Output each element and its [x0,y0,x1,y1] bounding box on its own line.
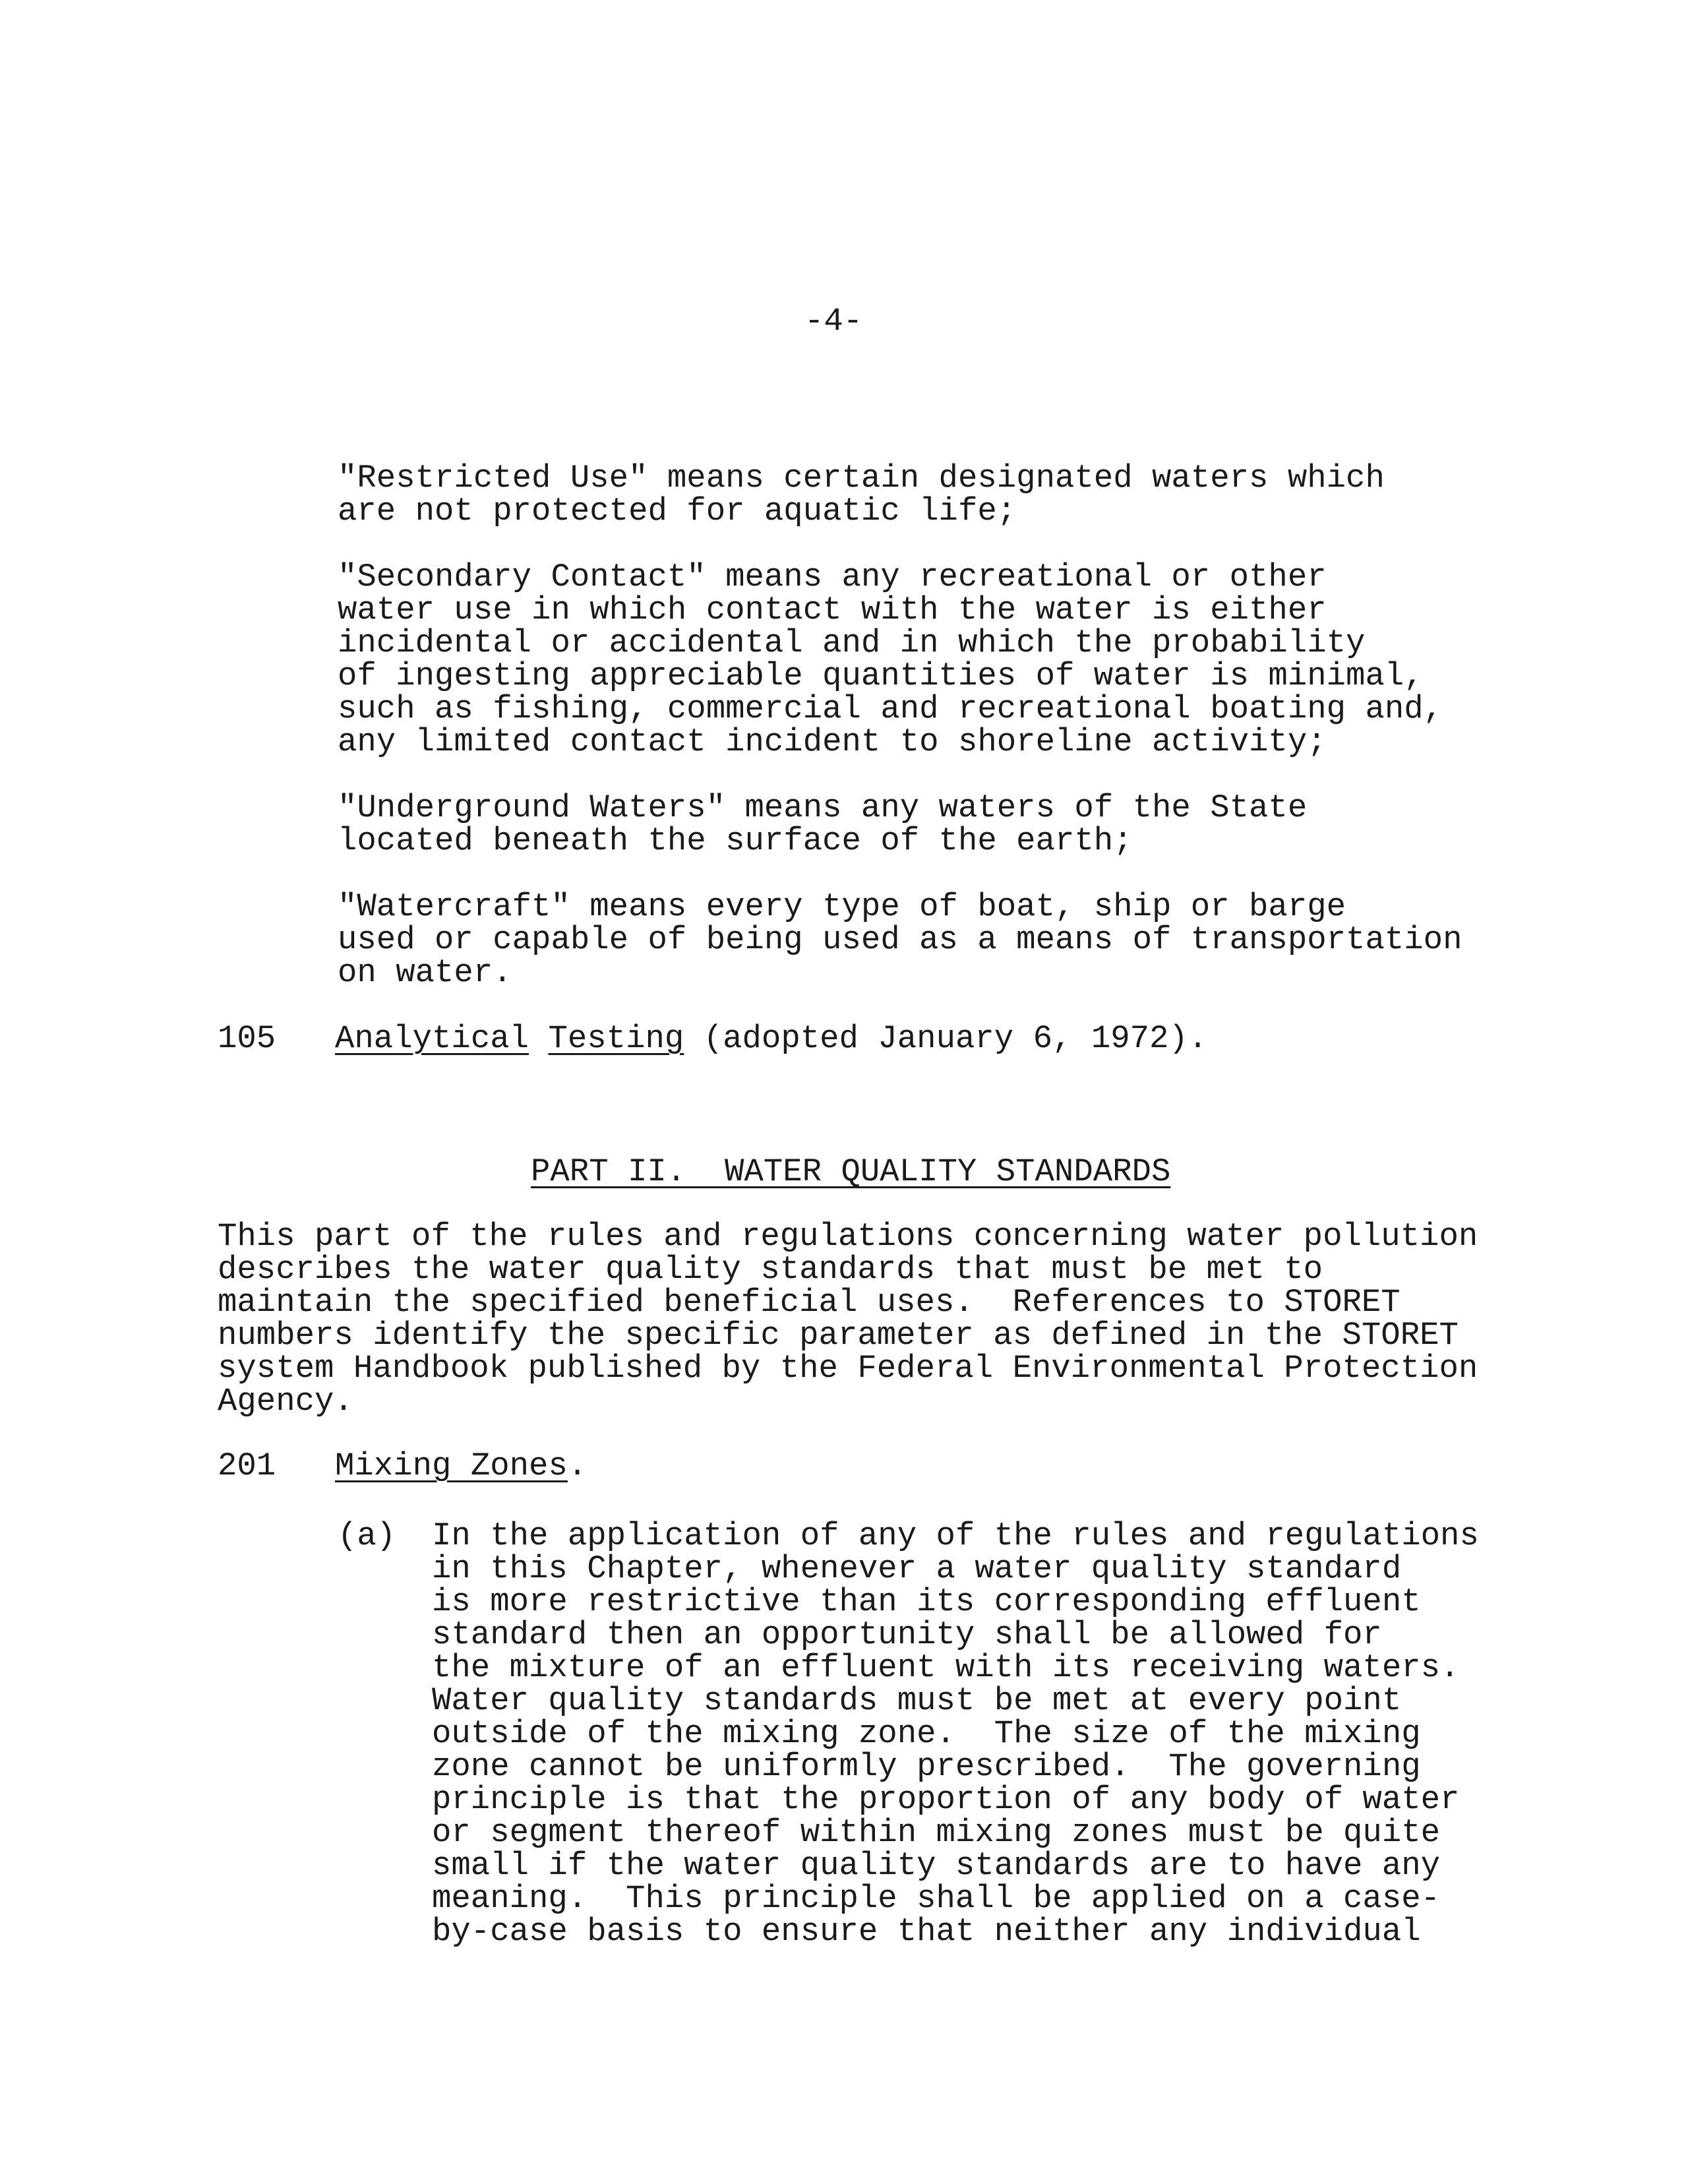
text-line: Water quality standards must be met at every point [432,1682,1402,1719]
section-105-heading [335,1022,1207,1055]
text-line: such as fishing, commercial and recreational boating and, [338,690,1443,727]
definition-watercraft [338,890,1564,989]
section-title-word: Testing [548,1020,684,1057]
text-line: are not protected for aquatic life; [338,493,1017,530]
text-line: water use in which contact with the water is either [338,592,1327,628]
text-line: located beneath the surface of the earth; [338,822,1133,859]
section-title-word: Analytical [335,1020,529,1057]
text-line: Agency. [218,1383,353,1420]
part-heading [531,1155,1170,1188]
text-line: meaning. This principle shall be applied on a case- [432,1880,1441,1917]
text-line: maintain the specified beneficial uses. References to STORET [218,1284,1401,1321]
text-line: "Restricted Use" means certain designated waters which [338,460,1385,497]
section-title: Mixing Zones [335,1447,568,1484]
section-number: 105 [218,1020,276,1057]
text-line: system Handbook published by the Federal Environmental Protection [218,1350,1478,1387]
text-line: used or capable of being used as a means of transportation [338,921,1462,958]
definition-secondary-contact [338,561,1564,758]
item-a-paragraph [432,1519,1672,1948]
text-line: on water. [338,954,512,991]
part-intro-paragraph [218,1220,1668,1418]
page-number: -4- [804,303,863,340]
text-line: of ingesting appreciable quantities of water is minimal, [338,657,1424,694]
text-line: describes the water quality standards that must be met to [218,1251,1323,1288]
text-line: is more restrictive than its corresponding effluent [432,1583,1421,1620]
text-line: outside of the mixing zone. The size of the mixing [432,1715,1421,1752]
text-line: incidental or accidental and in which the probability [338,624,1366,661]
text-line: small if the water quality standards are to have any [432,1847,1441,1884]
text-line: principle is that the proportion of any body of water [432,1781,1460,1818]
text-line: the mixture of an effluent with its receiving waters. [432,1649,1460,1686]
text-line: "Underground Waters" means any waters of the State [338,789,1308,826]
text-line: numbers identify the specific parameter as defined in the STORET [218,1317,1459,1354]
section-201-heading [335,1449,587,1482]
text-line: by-case basis to ensure that neither any individual [432,1913,1421,1950]
text-line: any limited contact incident to shoreline activity; [338,723,1327,760]
text-line: This part of the rules and regulations concerning water pollution [218,1218,1478,1255]
text-line: "Secondary Contact" means any recreational or other [338,559,1327,595]
part-heading-text: PART II. WATER QUALITY STANDARDS [531,1153,1171,1190]
text-line: "Watercraft" means every type of boat, ship or barge [338,888,1346,925]
definition-restricted-use [338,462,1564,528]
section-title-period: . [567,1447,588,1484]
definition-underground-waters [338,791,1564,857]
text-line: In the application of any of the rules and regulations [432,1517,1479,1554]
text-line: zone cannot be uniformly prescribed. The governing [432,1748,1421,1785]
item-label: (a) [338,1517,396,1554]
section-adoption-note: (adopted January 6, 1972). [703,1020,1208,1057]
text-line: standard then an opportunity shall be allowed for [432,1616,1382,1653]
section-number: 201 [218,1447,276,1484]
text-line: or segment thereof within mixing zones must be quite [432,1814,1441,1851]
text-line: in this Chapter, whenever a water quality standard [432,1550,1402,1587]
